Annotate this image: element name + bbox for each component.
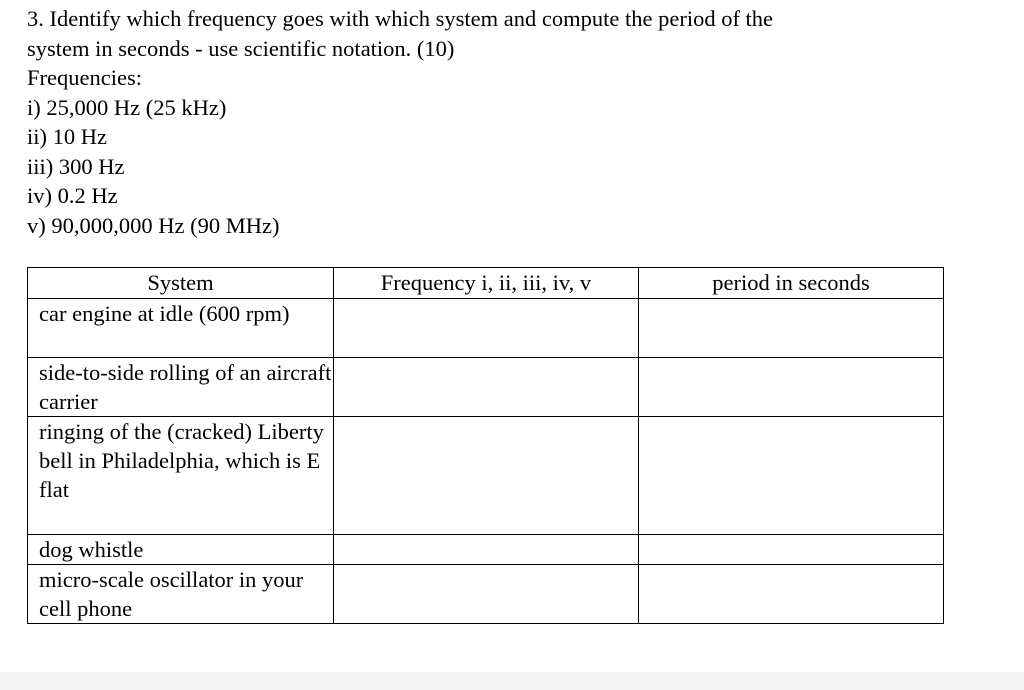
frequency-list — [27, 93, 987, 241]
table-row — [28, 535, 944, 565]
system-cell: ringing of the (cracked) Liberty bell in Philadelphia, which is E flat — [28, 417, 334, 535]
system-cell: side-to-side rolling of an aircraft carrier — [28, 358, 334, 417]
frequency-item: iv) 0.2 Hz — [27, 183, 118, 208]
frequency-cell[interactable] — [334, 417, 639, 535]
period-cell[interactable] — [639, 417, 944, 535]
question-line-1: 3. Identify which frequency goes with which system and compute the period of the — [27, 6, 774, 31]
question-line-2: system in seconds - use scientific notation. (10) — [27, 35, 455, 61]
frequency-item: v) 90,000,000 Hz (90 MHz) — [27, 212, 280, 238]
frequency-item: i) 25,000 Hz (25 kHz) — [27, 94, 227, 120]
frequency-item: iii) 300 Hz — [27, 153, 125, 179]
period-cell[interactable] — [639, 358, 944, 417]
period-cell[interactable] — [639, 535, 944, 565]
header-frequency: Frequency i, ii, iii, iv, v — [334, 268, 639, 299]
table-row — [28, 299, 944, 358]
table-row — [28, 565, 944, 624]
page-bottom-edge — [0, 672, 1024, 690]
table-row — [28, 358, 944, 417]
system-cell: dog whistle — [28, 535, 334, 565]
system-cell: micro-scale oscillator in your cell phone — [28, 565, 334, 624]
table-row — [28, 417, 944, 535]
period-cell[interactable] — [639, 565, 944, 624]
frequencies-heading: Frequencies: — [27, 65, 142, 90]
table-header-row — [28, 268, 944, 299]
frequency-cell[interactable] — [334, 299, 639, 358]
frequency-cell[interactable] — [334, 535, 639, 565]
system-frequency-table — [27, 267, 944, 624]
frequency-cell[interactable] — [334, 358, 639, 417]
system-cell: car engine at idle (600 rpm) — [28, 299, 334, 358]
frequency-cell[interactable] — [334, 565, 639, 624]
header-period: period in seconds — [639, 268, 944, 299]
frequency-item: ii) 10 Hz — [27, 124, 107, 149]
period-cell[interactable] — [639, 299, 944, 358]
document-body — [27, 4, 987, 240]
header-system: System — [28, 268, 334, 299]
